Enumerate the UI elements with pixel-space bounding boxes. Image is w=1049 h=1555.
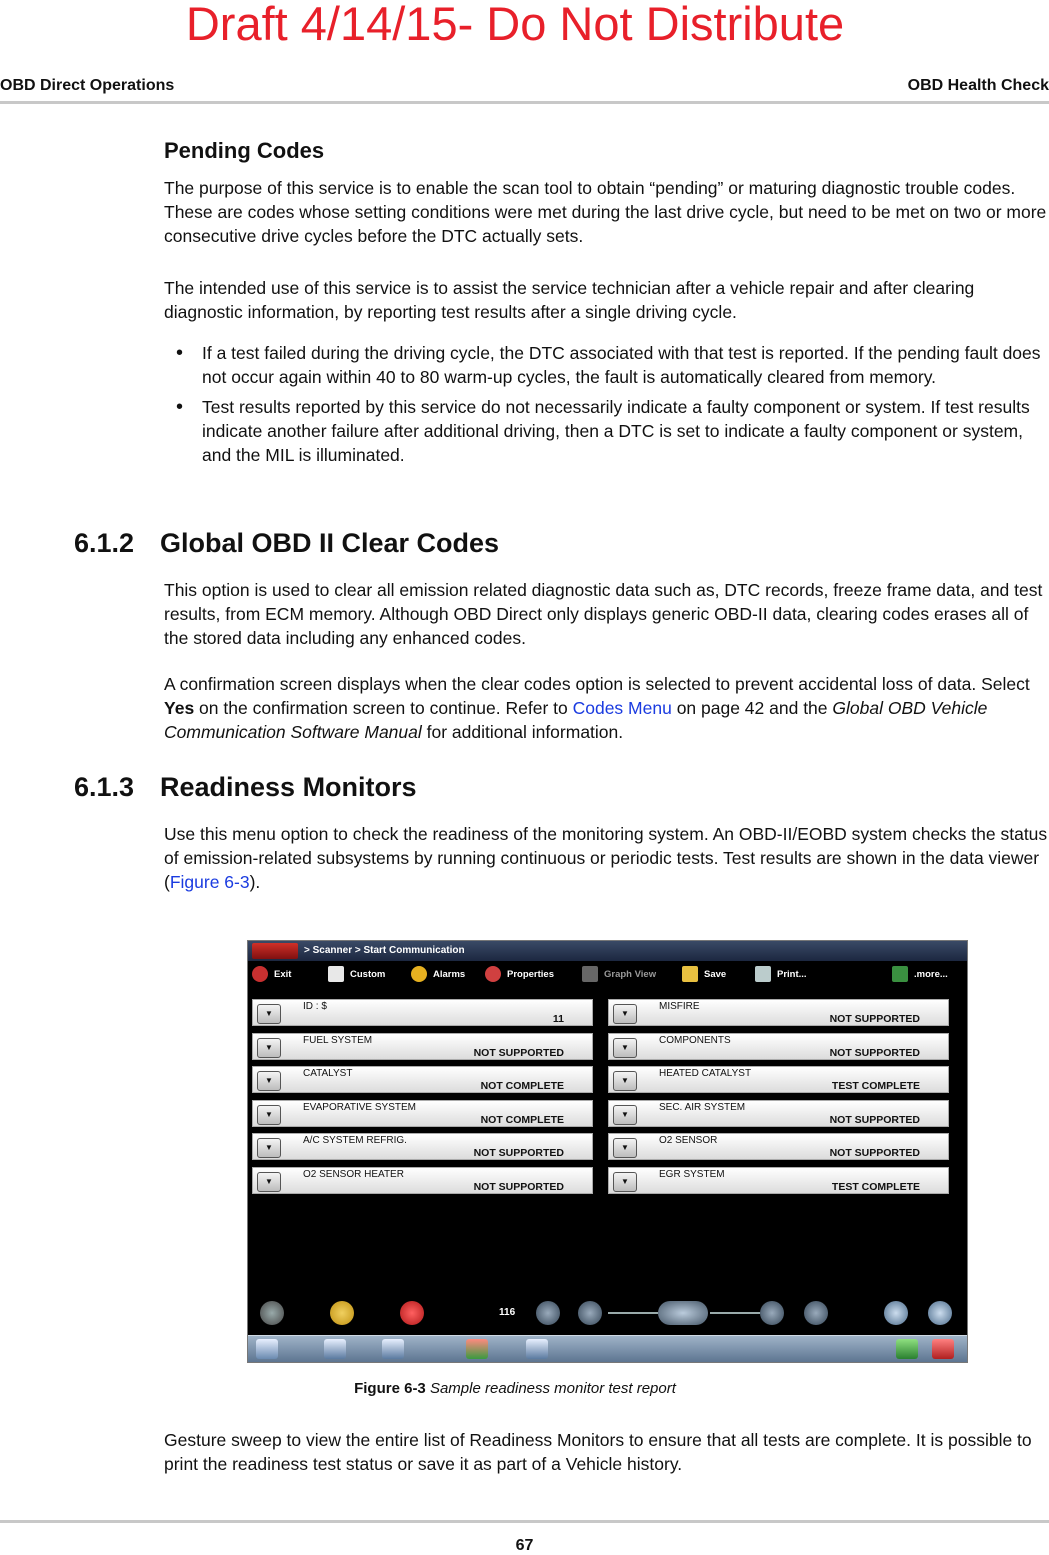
list-icon[interactable] (324, 1339, 346, 1359)
monitor-status: NOT SUPPORTED (829, 1013, 920, 1025)
exit-button[interactable] (252, 963, 291, 987)
pending-codes-p2 (164, 276, 1048, 324)
draft-watermark: Draft 4/14/15- Do Not Distribute (185, 0, 845, 50)
monitor-status: NOT SUPPORTED (829, 1147, 920, 1159)
paragraph: The intended use of this service is to assist the service technician after a vehicle repair and after clearing diagnostic information, by reporting test results after a single driving cycle. (164, 278, 975, 322)
monitor-name: O2 SENSOR (659, 1135, 718, 1146)
text: on the confirmation screen to continue. Refer to (194, 698, 573, 718)
pending-codes-p1 (164, 176, 1048, 248)
clear-codes-p1 (164, 578, 1048, 650)
manual-title: Global OBD Vehicle Communication Software Manual (164, 698, 988, 742)
figure-label: Figure 6-3 (354, 1380, 426, 1397)
zoom-out-icon[interactable] (884, 1301, 908, 1325)
tool-label: Graph View (604, 969, 657, 980)
readiness-p2 (164, 1428, 1048, 1476)
clear-codes-p2 (164, 672, 1048, 744)
scanner-title-bar (248, 941, 967, 961)
monitor-status: NOT SUPPORTED (473, 1181, 564, 1193)
yes-label: Yes (164, 698, 195, 718)
text: Use this menu option to check the readiness of the monitoring system. An OBD-II/EOBD system checks the status of emission-related subsystems by running continuous or periodic tests. Test results are shown in the data viewer ( (164, 824, 1048, 892)
chevron-down-icon[interactable]: ▼ (257, 1004, 281, 1024)
tool-label: Exit (274, 969, 292, 980)
printer-icon (755, 966, 771, 982)
tool-label: Alarms (433, 969, 466, 980)
chevron-down-icon[interactable]: ▼ (257, 1105, 281, 1125)
monitor-name: CATALYST (303, 1068, 353, 1079)
clear-codes-heading (74, 528, 499, 559)
figure-caption (0, 1380, 1030, 1397)
breadcrumb: > Scanner > Start Communication (304, 945, 465, 956)
page-number: 67 (515, 1537, 534, 1554)
monitor-status: NOT SUPPORTED (473, 1147, 564, 1159)
properties-button[interactable] (485, 963, 554, 987)
battery-icon (896, 1339, 918, 1359)
text: on page 42 and the (671, 698, 833, 718)
print-button[interactable] (755, 963, 807, 987)
monitor-name: EVAPORATIVE SYSTEM (303, 1102, 416, 1113)
monitor-row[interactable] (608, 1133, 949, 1160)
pause-icon[interactable] (330, 1301, 354, 1325)
tool-label: Save (704, 969, 727, 980)
readiness-p1 (164, 822, 1048, 894)
monitor-name: SEC. AIR SYSTEM (659, 1102, 746, 1113)
chevron-down-icon[interactable]: ▼ (613, 1071, 637, 1091)
taskbar (248, 1335, 967, 1362)
monitor-name: HEATED CATALYST (659, 1068, 752, 1079)
section-number: 6.1.2 (74, 528, 135, 558)
bell-icon (411, 966, 427, 982)
monitor-status: NOT COMPLETE (480, 1080, 564, 1092)
chevron-down-icon[interactable]: ▼ (257, 1172, 281, 1192)
scanner-icon[interactable] (382, 1339, 404, 1359)
paragraph (164, 822, 1048, 894)
text: A confirmation screen displays when the clear codes option is selected to prevent accidental loss of data. Select (164, 674, 1030, 694)
text: ). (249, 872, 261, 892)
playback-controls (248, 1297, 967, 1333)
chevron-down-icon[interactable]: ▼ (257, 1071, 281, 1091)
paragraph: Gesture sweep to view the entire list of Readiness Monitors to ensure that all tests are complete. It is possible to print the readiness test status or save it as part of a Vehicle history. (164, 1430, 1032, 1474)
section-number: 6.1.3 (74, 772, 135, 802)
header-chapter: OBD Direct Operations (0, 77, 175, 94)
custom-button[interactable] (328, 963, 385, 987)
folder-icon (682, 966, 698, 982)
monitor-row[interactable] (608, 1033, 949, 1060)
scanner-toolbar (248, 963, 967, 987)
monitor-row[interactable] (608, 1066, 949, 1093)
more-button[interactable] (892, 963, 948, 987)
scroll-handle[interactable] (658, 1301, 708, 1325)
header-section: OBD Health Check (907, 77, 1049, 94)
chevron-down-icon[interactable]: ▼ (257, 1038, 281, 1058)
menu-icon (892, 966, 908, 982)
scroll-track (608, 1312, 658, 1314)
chevron-down-icon[interactable]: ▼ (257, 1138, 281, 1158)
stop-icon[interactable] (400, 1301, 424, 1325)
chevron-down-icon[interactable]: ▼ (613, 1105, 637, 1125)
monitor-row[interactable] (608, 1100, 949, 1127)
graph-view-button[interactable] (582, 963, 656, 987)
monitor-row[interactable] (252, 1066, 593, 1093)
text: for additional information. (421, 722, 624, 742)
figure-text: Sample readiness monitor test report (425, 1380, 676, 1397)
tool-label: Properties (507, 969, 554, 980)
figure-6-3-link[interactable]: Figure 6-3 (169, 872, 250, 892)
star-icon (328, 966, 344, 982)
monitor-name: FUEL SYSTEM (303, 1035, 373, 1046)
scroll-track (710, 1312, 760, 1314)
monitor-status: TEST COMPLETE (831, 1181, 920, 1193)
monitor-name: ID : $ (303, 1001, 327, 1012)
monitor-name: EGR SYSTEM (659, 1169, 725, 1180)
monitor-row[interactable] (252, 1167, 593, 1194)
codes-menu-link[interactable]: Codes Menu (572, 698, 672, 718)
monitor-name: MISFIRE (659, 1001, 700, 1012)
chevron-down-icon[interactable]: ▼ (613, 1138, 637, 1158)
home-icon[interactable] (256, 1339, 278, 1359)
pending-codes-bullets (164, 341, 1048, 473)
vehicle-icon[interactable] (526, 1339, 548, 1359)
monitor-status: TEST COMPLETE (831, 1080, 920, 1092)
pending-codes-heading: Pending Codes (164, 138, 325, 163)
monitor-status: NOT SUPPORTED (829, 1114, 920, 1126)
bullet-item: • If a test failed during the driving cycle, the DTC associated with that test is reported. If the pending fault does not occur again within 40 to 80 warm-up cycles, the fault is automatically cleared from memory. (164, 341, 1048, 389)
paragraph: This option is used to clear all emission related diagnostic data such as, DTC records, freeze frame data, and test results, from ECM memory. Although OBD Direct only displays generic OBD-II data, clearing codes erases all of the stored data including any enhanced codes. (164, 580, 1043, 648)
section-title: Global OBD II Clear Codes (160, 528, 500, 558)
footer-rule (0, 1520, 1049, 1523)
monitor-row[interactable] (252, 999, 593, 1026)
wireless-icon (932, 1339, 954, 1359)
chevron-down-icon[interactable]: ▼ (613, 1004, 637, 1024)
scanner-logo (252, 943, 298, 959)
graph-icon (582, 966, 598, 982)
paragraph: The purpose of this service is to enable the scan tool to obtain “pending” or maturing diagnostic trouble codes. These are codes whose setting conditions were met during the last drive cycle, but need to be met on two or more consecutive drive cycles before the DTC actually sets. (164, 178, 1047, 246)
alarms-button[interactable] (411, 963, 465, 987)
tools-icon[interactable] (466, 1339, 488, 1359)
gear-icon (485, 966, 501, 982)
tool-label: Custom (350, 969, 386, 980)
frame-counter: 116 (499, 1307, 516, 1318)
exit-icon (252, 966, 268, 982)
step-forward-icon[interactable] (760, 1301, 784, 1325)
monitor-row[interactable] (252, 1033, 593, 1060)
chevron-down-icon[interactable]: ▼ (613, 1038, 637, 1058)
monitor-row[interactable] (252, 1133, 593, 1160)
bullet-item: • Test results reported by this service do not necessarily indicate a faulty component or system. If test results indicate another failure after additional driving, then a DTC is set to indicate a faulty component or system, and the MIL is illuminated. (164, 395, 1048, 467)
tool-label: Print... (777, 969, 807, 980)
skip-back-icon[interactable] (536, 1301, 560, 1325)
monitor-status: NOT SUPPORTED (473, 1047, 564, 1059)
monitor-row[interactable] (252, 1100, 593, 1127)
monitor-status: 11 (552, 1013, 564, 1025)
monitor-name: O2 SENSOR HEATER (303, 1169, 404, 1180)
readiness-monitor-screenshot (247, 940, 968, 1363)
monitor-row[interactable] (608, 999, 949, 1026)
monitor-status: NOT COMPLETE (480, 1114, 564, 1126)
step-back-icon[interactable] (578, 1301, 602, 1325)
monitor-name: COMPONENTS (659, 1035, 731, 1046)
header-rule (0, 101, 1049, 104)
section-title: Readiness Monitors (160, 772, 417, 802)
monitor-name: A/C SYSTEM REFRIG. (303, 1135, 407, 1146)
skip-forward-icon[interactable] (804, 1301, 828, 1325)
record-icon[interactable] (260, 1301, 284, 1325)
paragraph (164, 672, 1048, 744)
chevron-down-icon[interactable]: ▼ (613, 1172, 637, 1192)
tool-label: .more... (914, 969, 948, 980)
monitor-row[interactable] (608, 1167, 949, 1194)
readiness-heading (74, 772, 417, 803)
save-button[interactable] (682, 963, 726, 987)
monitor-status: NOT SUPPORTED (829, 1047, 920, 1059)
zoom-in-icon[interactable] (928, 1301, 952, 1325)
